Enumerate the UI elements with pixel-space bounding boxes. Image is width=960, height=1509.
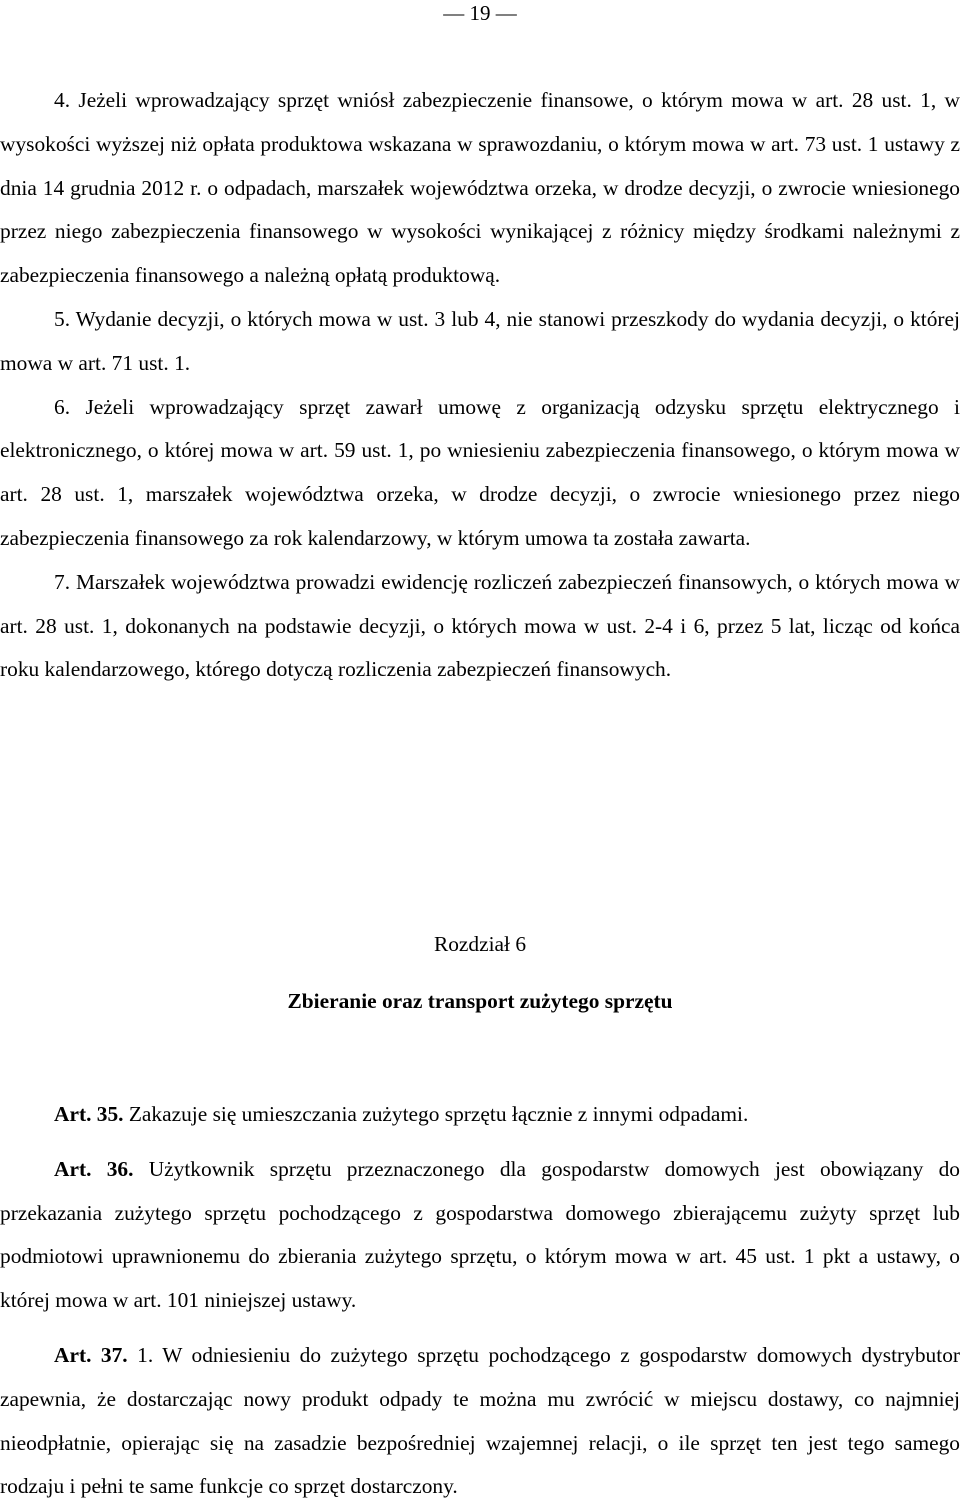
article-label: Art. 36. [54,1156,134,1181]
article-36 [0,1148,960,1323]
paragraph: 5. Wydanie decyzji, o których mowa w ust. 3 lub 4, nie stanowi przeszkody do wydania decyzji, o której mowa w art. 71 ust. 1. [0,306,960,375]
page-number: — 19 — [443,1,517,25]
article-35 [0,1093,960,1137]
articles-block [0,1093,960,1509]
article-text: Użytkownik sprzętu przeznaczonego dla gospodarstw domowych jest obowiązany do przekazania zużytego sprzętu pochodzącego z gospodarstwa domowego zbierającemu zużyty sprzęt lub podmiotowi uprawnionemu do zbierania zużytego sprzętu, o którym mowa w art. 45 ust. 1 pkt a ustawy, o której mowa w art. 101 niniejszej ustawy. [0,1156,960,1313]
paragraph: 6. Jeżeli wprowadzający sprzęt zawarł umowę z organizacją odzysku sprzętu elektrycznego i elektronicznego, o której mowa w art. 59 ust. 1, po wniesieniu zabezpieczenia finansowego, o którym mowa w art. 28 ust. 1, marszałek województwa orzeka, w drodze decyzji, o zwrocie wniesionego przez niego zabezpieczenia finansowego za rok kalendarzowy, w którym umowa ta została zawarta. [0,394,960,550]
chapter-number: Rozdział 6 [433,932,527,956]
paragraph: 7. Marszałek województwa prowadzi ewidencję rozliczeń zabezpieczeń finansowych, o których mowa w art. 28 ust. 1, dokonanych na podstawie decyzji, o których mowa w ust. 2-4 i 6, przez 5 lat, licząc od końca roku kalendarzowego, którego dotyczą rozliczenia zabezpieczeń finansowych. [0,569,960,682]
article-37 [0,1334,960,1509]
paragraphs-block [0,79,960,692]
paragraph: 4. Jeżeli wprowadzający sprzęt wniósł zabezpieczenie finansowe, o którym mowa w art. 28 ust. 1, w wysokości wyższej niż opłata produktowa wskazana w sprawozdaniu, o którym mowa w art. 73 ust. 1 ustawy z dnia 14 grudnia 2012 r. o odpadach, marszałek województwa orzeka, w drodze decyzji, o zwrocie wniesionego przez niego zabezpieczenia finansowego w wysokości wynikającej z różnicy między środkami należnymi z zabezpieczenia finansowego a należną opłatą produktową. [0,88,960,288]
article-label: Art. 37. [54,1342,128,1367]
article-text: 1. W odniesieniu do zużytego sprzętu pochodzącego z gospodarstw domowych dystrybutor zapewnia, że dostarczając nowy produkt odpady te można mu zwrócić w miejscu dostawy, co najmniej nieodpłatnie, opierając się na zasadzie bezpośredniej wzajemnej relacji, o ile sprzęt ten jest tego samego rodzaju i pełni te same funkcje co sprzęt dostarczony. [0,1342,960,1499]
chapter-title: Zbieranie oraz transport zużytego sprzętu [287,989,673,1013]
article-text: Zakazuje się umieszczania zużytego sprzętu łącznie z innymi odpadami. [123,1102,749,1126]
article-label: Art. 35. [54,1102,124,1126]
